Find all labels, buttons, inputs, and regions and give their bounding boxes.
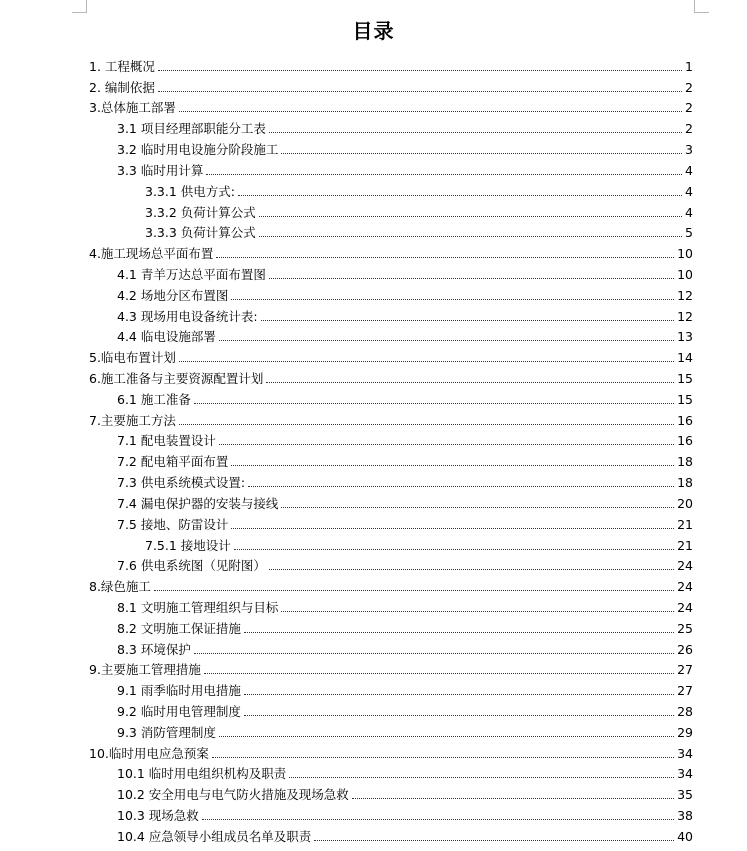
toc-entry[interactable] [89, 428, 693, 449]
toc-entry-label: 10.临时用电应急预案 [89, 745, 209, 761]
toc-entry-label: 3.1 项目经理部职能分工表 [117, 121, 266, 137]
toc-entry-label: 7.6 供电系统图（见附图） [117, 558, 266, 574]
toc-leader-dots [231, 528, 674, 529]
toc-entry-label: 9.主要施工管理措施 [89, 662, 201, 678]
toc-leader-dots [234, 549, 674, 550]
toc-entry-page-number: 2 [685, 121, 693, 137]
toc-entry-page-number: 1 [685, 58, 693, 74]
toc-entry-label: 4.1 青羊万达总平面布置图 [117, 266, 266, 282]
toc-leader-dots [314, 840, 674, 841]
toc-entry-page-number: 34 [677, 745, 693, 761]
toc-entry-label: 7.3 供电系统模式设置: [117, 475, 246, 491]
toc-entry-page-number: 5 [685, 225, 693, 241]
toc-entry[interactable] [89, 594, 693, 615]
toc-entry-page-number: 18 [677, 475, 693, 491]
toc-entry[interactable] [89, 511, 693, 532]
toc-entry-label: 9.3 消防管理制度 [117, 724, 216, 740]
toc-entry-page-number: 2 [685, 79, 693, 95]
toc-entry-label: 3.总体施工部署 [89, 100, 176, 116]
toc-leader-dots [269, 132, 682, 133]
toc-entry-page-number: 18 [677, 454, 693, 470]
toc-entry[interactable] [89, 719, 693, 740]
toc-entry-label: 4.2 场地分区布置图 [117, 287, 229, 303]
toc-entry[interactable] [89, 781, 693, 802]
toc-entry-page-number: 40 [677, 828, 693, 844]
toc-leader-dots [231, 465, 674, 466]
toc-entry-label: 7.1 配电装置设计 [117, 433, 216, 449]
toc-entry-label: 4.3 现场用电设备统计表: [117, 308, 258, 324]
toc-entry-label: 8.2 文明施工保证措施 [117, 620, 241, 636]
toc-entry-page-number: 35 [677, 787, 693, 803]
toc-entry-label: 3.2 临时用电设施分阶段施工 [117, 142, 279, 158]
toc-leader-dots [352, 798, 674, 799]
toc-title: 目录 [352, 19, 395, 43]
toc-entry-page-number: 13 [677, 329, 693, 345]
toc-entry-page-number: 26 [677, 641, 693, 657]
toc-leader-dots [244, 694, 674, 695]
toc-leader-dots [219, 444, 674, 445]
toc-leader-dots [219, 340, 674, 341]
toc-entry-label: 8.3 环境保护 [117, 641, 191, 657]
toc-entry[interactable] [89, 490, 693, 511]
toc-entry-page-number: 38 [677, 808, 693, 824]
toc-leader-dots [179, 361, 674, 362]
toc-entry[interactable] [89, 157, 693, 178]
toc-entry-label: 7.5.1 接地设计 [145, 537, 231, 553]
toc-entry-page-number: 12 [677, 287, 693, 303]
toc-leader-dots [179, 111, 682, 112]
toc-entry-label: 4.4 临电设施部署 [117, 329, 216, 345]
toc-entry-page-number: 4 [685, 204, 693, 220]
toc-leader-dots [158, 91, 682, 92]
toc-entry[interactable] [89, 469, 693, 490]
toc-entry-label: 10.3 现场急救 [117, 808, 199, 824]
toc-entry-page-number: 10 [677, 266, 693, 282]
toc-leader-dots [244, 632, 674, 633]
toc-leader-dots [259, 236, 682, 237]
toc-entry-page-number: 24 [677, 558, 693, 574]
toc-leader-dots [281, 507, 674, 508]
toc-entry[interactable] [89, 136, 693, 157]
toc-entry-page-number: 16 [677, 433, 693, 449]
toc-entry-label: 7.2 配电箱平面布置 [117, 454, 229, 470]
toc-leader-dots [231, 299, 674, 300]
toc-leader-dots [259, 216, 682, 217]
toc-entry-label: 7.4 漏电保护器的安装与接线 [117, 495, 279, 511]
toc-leader-dots [219, 736, 674, 737]
toc-entry-page-number: 24 [677, 599, 693, 615]
toc-leader-dots [206, 174, 682, 175]
toc-entry-label: 9.2 临时用电管理制度 [117, 704, 241, 719]
toc-entry-page-number: 28 [677, 704, 693, 719]
toc-entry[interactable] [89, 532, 693, 553]
toc-entry-label: 3.3.3 负荷计算公式 [145, 225, 256, 241]
toc-entry[interactable] [89, 365, 693, 386]
toc-leader-dots [248, 486, 674, 487]
toc-entry-page-number: 29 [677, 724, 693, 740]
page-corner-mark-left [72, 0, 87, 13]
toc-entry[interactable] [89, 95, 693, 116]
toc-entry-label: 8.绿色施工 [89, 579, 151, 595]
toc-leader-dots [269, 278, 674, 279]
toc-entry[interactable] [89, 344, 693, 365]
toc-entry-label: 10.4 应急领导小组成员名单及职责 [117, 828, 312, 844]
toc-entry-label: 6.施工准备与主要资源配置计划 [89, 371, 264, 386]
toc-entry[interactable] [89, 303, 693, 324]
toc-entry-label: 8.1 文明施工管理组织与目标 [117, 599, 279, 615]
toc-leader-dots [204, 673, 674, 674]
toc-entry-label: 7.5 接地、防雷设计 [117, 516, 229, 532]
toc-entry[interactable] [89, 282, 693, 303]
toc-entry-page-number: 10 [677, 246, 693, 262]
toc-leader-dots [238, 195, 682, 196]
toc-entry-page-number: 27 [677, 662, 693, 678]
toc-entry-page-number: 4 [685, 183, 693, 199]
toc-entry[interactable] [89, 615, 693, 636]
toc-entry[interactable] [89, 553, 693, 574]
toc-entry[interactable] [89, 823, 693, 844]
toc-entry-page-number: 14 [677, 350, 693, 366]
toc-entry-label: 3.3.1 供电方式: [145, 183, 235, 199]
toc-leader-dots [194, 403, 674, 404]
toc-entry-page-number: 21 [677, 537, 693, 553]
toc-leader-dots [216, 257, 674, 258]
toc-leader-dots [269, 569, 674, 570]
toc-entry-page-number: 34 [677, 766, 693, 782]
toc-entry-label: 1. 工程概况 [89, 58, 155, 74]
toc-entry-label: 7.主要施工方法 [89, 412, 176, 428]
toc-entry-page-number: 15 [677, 371, 693, 386]
toc-entry[interactable] [89, 53, 693, 74]
toc-leader-dots [202, 819, 674, 820]
table-of-contents [89, 53, 693, 844]
toc-entry-page-number: 2 [685, 100, 693, 116]
toc-entry-label: 10.2 安全用电与电气防火措施及现场急救 [117, 787, 349, 803]
toc-entry[interactable] [89, 386, 693, 407]
toc-entry[interactable] [89, 802, 693, 823]
toc-entry-label: 5.临电布置计划 [89, 350, 176, 366]
toc-entry[interactable] [89, 178, 693, 199]
toc-entry[interactable] [89, 74, 693, 95]
toc-entry-page-number: 24 [677, 579, 693, 595]
toc-entry-page-number: 3 [685, 142, 693, 158]
toc-entry[interactable] [89, 698, 693, 719]
toc-leader-dots [179, 424, 674, 425]
toc-entry[interactable] [89, 761, 693, 782]
toc-entry-page-number: 25 [677, 620, 693, 636]
toc-leader-dots [281, 153, 682, 154]
toc-entry-label: 6.1 施工准备 [117, 391, 191, 407]
toc-entry-label: 4.施工现场总平面布置 [89, 246, 214, 262]
toc-entry[interactable] [89, 740, 693, 761]
toc-entry[interactable] [89, 677, 693, 698]
toc-entry[interactable] [89, 657, 693, 678]
toc-entry-label: 3.3 临时用计算 [117, 162, 204, 178]
toc-entry-label: 10.1 临时用电组织机构及职责 [117, 766, 287, 782]
toc-leader-dots [194, 653, 674, 654]
toc-entry-page-number: 20 [677, 495, 693, 511]
toc-entry[interactable] [89, 324, 693, 345]
toc-leader-dots [281, 611, 674, 612]
toc-entry-page-number: 21 [677, 516, 693, 532]
toc-leader-dots [289, 777, 674, 778]
toc-entry-label: 9.1 雨季临时用电措施 [117, 683, 241, 699]
toc-entry[interactable] [89, 448, 693, 469]
toc-entry-page-number: 15 [677, 391, 693, 407]
toc-entry-page-number: 12 [677, 308, 693, 324]
toc-entry[interactable] [89, 199, 693, 220]
toc-entry-page-number: 4 [685, 162, 693, 178]
toc-entry[interactable] [89, 220, 693, 241]
toc-entry[interactable] [89, 407, 693, 428]
toc-entry[interactable] [89, 115, 693, 136]
toc-entry-label: 3.3.2 负荷计算公式 [145, 204, 256, 220]
toc-entry-page-number: 27 [677, 683, 693, 699]
toc-leader-dots [266, 382, 674, 383]
toc-entry-label: 2. 编制依据 [89, 79, 155, 95]
toc-entry-page-number: 16 [677, 412, 693, 428]
toc-leader-dots [244, 715, 674, 716]
toc-leader-dots [212, 757, 674, 758]
toc-leader-dots [261, 320, 675, 321]
page-corner-mark-right [694, 0, 709, 13]
toc-leader-dots [158, 70, 682, 71]
toc-entry[interactable] [89, 240, 693, 261]
toc-entry[interactable] [89, 261, 693, 282]
toc-entry[interactable] [89, 573, 693, 594]
toc-entry[interactable] [89, 636, 693, 657]
toc-leader-dots [154, 590, 674, 591]
